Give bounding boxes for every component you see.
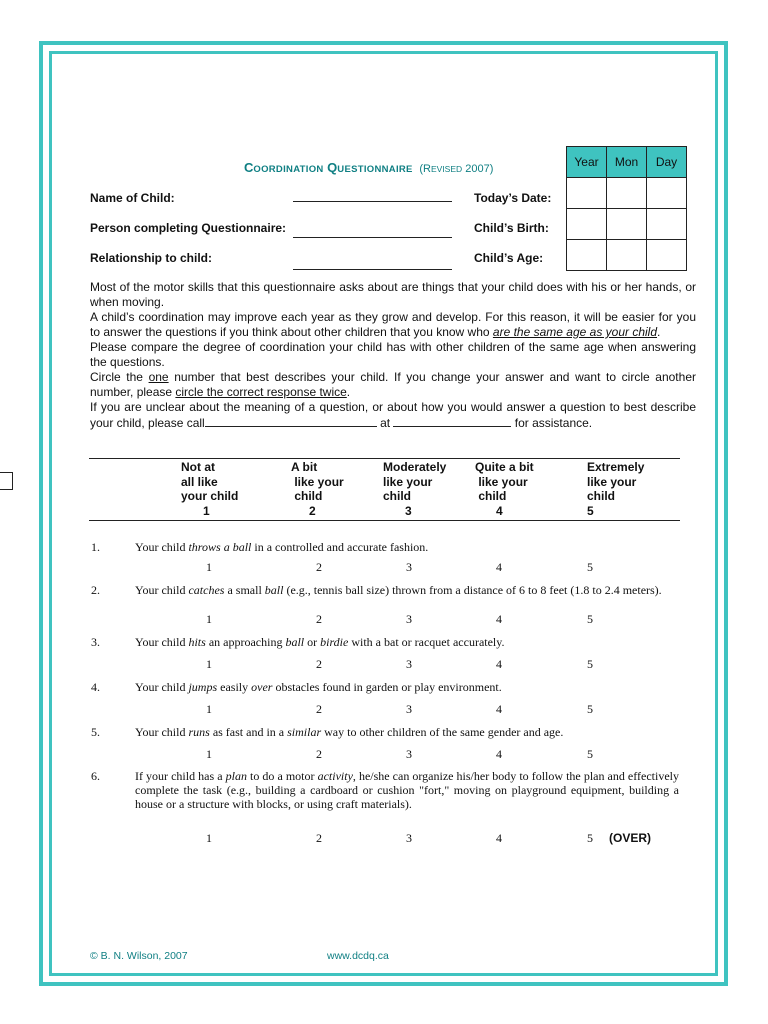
response-option[interactable]: 5 (587, 657, 593, 671)
response-option[interactable]: 1 (206, 657, 212, 671)
todays-date-label: Today’s Date: (474, 191, 552, 205)
copyright: © B. N. Wilson, 2007 (90, 950, 188, 962)
page-title: COORDINATION QUESTIONNAIRE (REVISED 2007) (244, 160, 494, 175)
response-option[interactable]: 4 (496, 612, 502, 626)
question-number: 4. (91, 680, 100, 694)
age-year-cell[interactable] (567, 240, 607, 271)
question-text: If your child has a plan to do a motor activity, he/she can organize his/her body to follow the plan and effectively complete the task (e.g., building a cardboard or cushion "fort," moving on playground equipment, building a house or a structure with blocks, or using craft materials). (135, 769, 680, 811)
instruction-5: If you are unclear about the meaning of a question, or about how you would answer a question to best describe your child, please call at for assistance. (90, 400, 696, 430)
scale-top-rule (89, 458, 680, 459)
question-number: 3. (91, 635, 100, 649)
response-option[interactable]: 5 (587, 831, 593, 845)
response-option[interactable]: 5 (587, 612, 593, 626)
instruction-3: Please compare the degree of coordination your child has with other children of the same age when answering the questions. (90, 340, 696, 369)
response-option[interactable]: 5 (587, 560, 593, 574)
scale-option-2: A bit like your child 2 (291, 460, 344, 518)
scale-bottom-rule (89, 520, 680, 521)
website-link[interactable]: www.dcdq.ca (327, 950, 389, 962)
birth-mon-cell[interactable] (607, 209, 647, 240)
relationship-label: Relationship to child: (90, 251, 212, 265)
response-option[interactable]: 2 (316, 657, 322, 671)
response-option[interactable]: 1 (206, 831, 212, 845)
date-header-day: Day (647, 147, 687, 178)
childs-age-label: Child’s Age: (474, 251, 544, 265)
date-header-year: Year (567, 147, 607, 178)
response-option[interactable]: 1 (206, 612, 212, 626)
response-option[interactable]: 2 (316, 560, 322, 574)
contact-fill-line[interactable] (393, 415, 511, 427)
todays-date-day-cell[interactable] (647, 178, 687, 209)
response-option[interactable]: 3 (406, 657, 412, 671)
response-option[interactable]: 3 (406, 831, 412, 845)
revision-note: (REVISED 2007) (419, 163, 494, 175)
date-table (566, 146, 687, 271)
question-number: 5. (91, 725, 100, 739)
response-option[interactable]: 3 (406, 612, 412, 626)
response-option[interactable]: 2 (316, 831, 322, 845)
question-text: Your child hits an approaching ball or birdie with a bat or racquet accurately. (135, 635, 505, 649)
response-option[interactable]: 4 (496, 657, 502, 671)
age-mon-cell[interactable] (607, 240, 647, 271)
instruction-1: Most of the motor skills that this questionnaire asks about are things that your child does with his or her hands, or when moving. (90, 280, 696, 309)
response-option[interactable]: 3 (406, 702, 412, 716)
relationship-field[interactable] (293, 269, 452, 270)
response-option[interactable]: 3 (406, 747, 412, 761)
response-option[interactable]: 4 (496, 560, 502, 574)
response-option[interactable]: 4 (496, 831, 502, 845)
scale-option-3: Moderately like your child 3 (383, 460, 447, 518)
birth-day-cell[interactable] (647, 209, 687, 240)
response-option[interactable]: 5 (587, 747, 593, 761)
date-header-mon: Mon (607, 147, 647, 178)
person-completing-label: Person completing Questionnaire: (90, 221, 287, 235)
question-text: Your child runs as fast and in a similar way to other children of the same gender and age. (135, 725, 564, 739)
scale-option-1: Not at all like your child 1 (181, 460, 239, 518)
instruction-4: Circle the one number that best describes your child. If you change your answer and want to circle another number, please circle the correct response twice. (90, 370, 696, 399)
response-option[interactable]: 5 (587, 702, 593, 716)
name-of-child-label: Name of Child: (90, 191, 175, 205)
response-option[interactable]: 4 (496, 747, 502, 761)
instructions (90, 280, 696, 431)
question-text: Your child catches a small ball (e.g., tennis ball size) thrown from a distance of 6 to 8 feet (1.8 to 2.4 meters). (135, 583, 662, 597)
question-number: 1. (91, 540, 100, 554)
response-option[interactable]: 1 (206, 702, 212, 716)
todays-date-year-cell[interactable] (567, 178, 607, 209)
response-option[interactable]: 1 (206, 747, 212, 761)
childs-birth-label: Child’s Birth: (474, 221, 549, 235)
question-text: Your child jumps easily over obstacles found in garden or play environment. (135, 680, 502, 694)
person-completing-field[interactable] (293, 237, 452, 238)
question-text: Your child throws a ball in a controlled and accurate fashion. (135, 540, 429, 554)
response-option[interactable]: 2 (316, 612, 322, 626)
response-option[interactable]: 2 (316, 747, 322, 761)
phone-fill-line[interactable] (205, 415, 377, 427)
question-number: 6. (91, 769, 100, 783)
edge-checkbox (0, 472, 13, 490)
response-option[interactable]: 4 (496, 702, 502, 716)
response-option[interactable]: 1 (206, 560, 212, 574)
over-label: (OVER) (609, 831, 651, 845)
age-day-cell[interactable] (647, 240, 687, 271)
response-option[interactable]: 3 (406, 560, 412, 574)
name-of-child-field[interactable] (293, 201, 452, 202)
todays-date-mon-cell[interactable] (607, 178, 647, 209)
scale-option-5: Extremely like your child 5 (587, 460, 645, 518)
question-number: 2. (91, 583, 100, 597)
scale-option-4: Quite a bit like your child 4 (475, 460, 534, 518)
response-option[interactable]: 2 (316, 702, 322, 716)
instruction-2: A child’s coordination may improve each year as they grow and develop. For this reason, it will be easier for you to answer the questions if you think about other children that you know who are the same age as your child. (90, 310, 696, 339)
birth-year-cell[interactable] (567, 209, 607, 240)
